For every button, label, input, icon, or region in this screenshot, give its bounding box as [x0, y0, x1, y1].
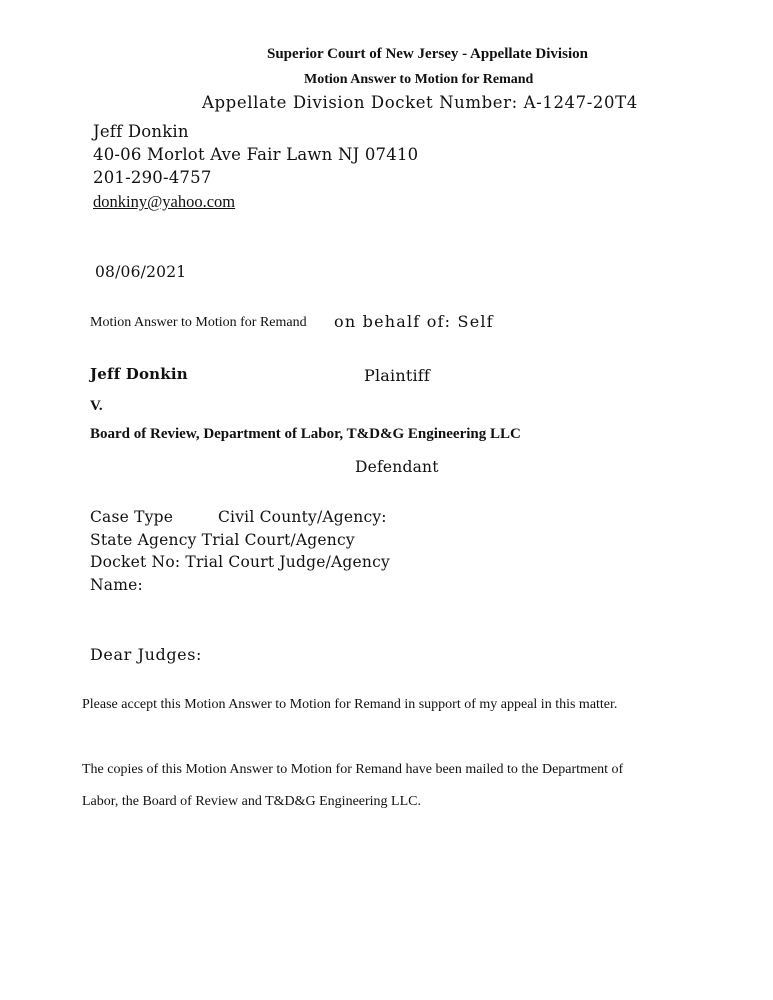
- versus-label: V.: [90, 398, 103, 414]
- defendant-label: Defendant: [355, 458, 439, 476]
- sender-email-link[interactable]: donkiny@yahoo.com: [93, 192, 236, 211]
- document-type-heading: Motion Answer to Motion for Remand: [304, 72, 534, 87]
- name-row: Name:: [90, 576, 143, 594]
- sender-address: 40-06 Morlot Ave Fair Lawn NJ 07410: [93, 145, 419, 164]
- document-date: 08/06/2021: [95, 263, 187, 281]
- plaintiff-name: Jeff Donkin: [90, 365, 188, 383]
- case-type-label: Case Type: [90, 508, 174, 526]
- court-heading: Superior Court of New Jersey - Appellate Division: [267, 46, 588, 62]
- salutation: Dear Judges:: [90, 645, 203, 664]
- sender-name: Jeff Donkin: [93, 122, 189, 141]
- on-behalf-of: on behalf of: Self: [334, 312, 494, 331]
- docket-judge-row: Docket No: Trial Court Judge/Agency: [90, 553, 390, 571]
- sender-phone: 201-290-4757: [93, 168, 212, 187]
- defendant-name: Board of Review, Department of Labor, T&D&G Engineering LLC: [90, 426, 521, 442]
- body-paragraph-1: Please accept this Motion Answer to Motion for Remand in support of my appeal in this matter.: [82, 697, 618, 712]
- case-type-row: [90, 508, 387, 526]
- trial-court-row: State Agency Trial Court/Agency: [90, 531, 355, 549]
- body-paragraph-2-line-1: The copies of this Motion Answer to Motion for Remand have been mailed to the Department of: [82, 762, 624, 777]
- motion-type-label: Motion Answer to Motion for Remand: [90, 315, 307, 330]
- case-type-value: Civil County/Agency:: [218, 508, 387, 526]
- docket-number-heading: Appellate Division Docket Number: A-1247-20T4: [202, 93, 638, 112]
- plaintiff-label: Plaintiff: [364, 366, 431, 385]
- body-paragraph-2-line-2: Labor, the Board of Review and T&D&G Engineering LLC.: [82, 794, 421, 809]
